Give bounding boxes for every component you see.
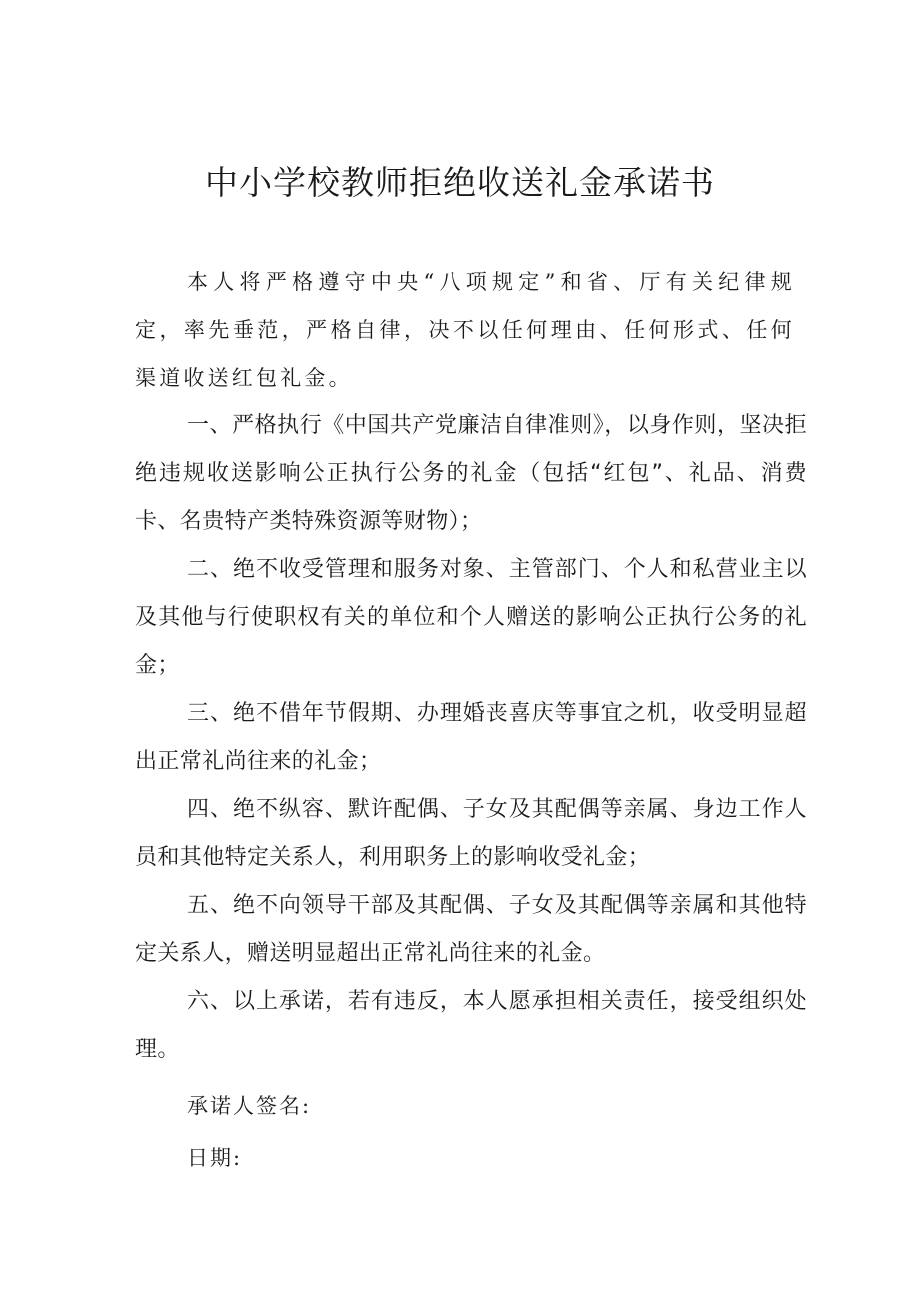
document-title: 中小学校教师拒绝收送礼金承诺书 bbox=[205, 163, 715, 202]
clause-2: 二、绝不收受管理和服务对象、主管部门、个人和私营业主以及其他与行使职权有关的单位和个人赠送的影响公正执行公务的礼金； bbox=[135, 557, 807, 678]
clause-4: 四、绝不纵容、默许配偶、子女及其配偶等亲属、身边工作人员和其他特定关系人，利用职务上的影响收受礼金； bbox=[135, 797, 807, 870]
clause-1: 一、严格执行《中国共产党廉洁自律准则》，以身作则，坚决拒绝违规收送影响公正执行公务的礼金（包括“红包”、礼品、消费卡、名贵特产类特殊资源等财物）； bbox=[135, 413, 807, 534]
clause-6: 六、以上承诺，若有违反，本人愿承担相关责任，接受组织处理。 bbox=[135, 989, 807, 1062]
intro-paragraph: 本人将严格遵守中央“八项规定”和省、厅有关纪律规定，率先垂范，严格自律，决不以任何理由、任何形式、任何渠道收送红包礼金。 bbox=[135, 270, 795, 390]
clause-3: 三、绝不借年节假期、办理婚丧喜庆等事宜之机，收受明显超出正常礼尚往来的礼金； bbox=[135, 701, 807, 774]
clause-5: 五、绝不向领导干部及其配偶、子女及其配偶等亲属和其他特定关系人，赠送明显超出正常礼尚往来的礼金。 bbox=[135, 893, 807, 966]
clause-list bbox=[135, 402, 807, 1074]
date-label: 日期: bbox=[187, 1146, 243, 1170]
signature-label: 承诺人签名: bbox=[187, 1094, 312, 1118]
